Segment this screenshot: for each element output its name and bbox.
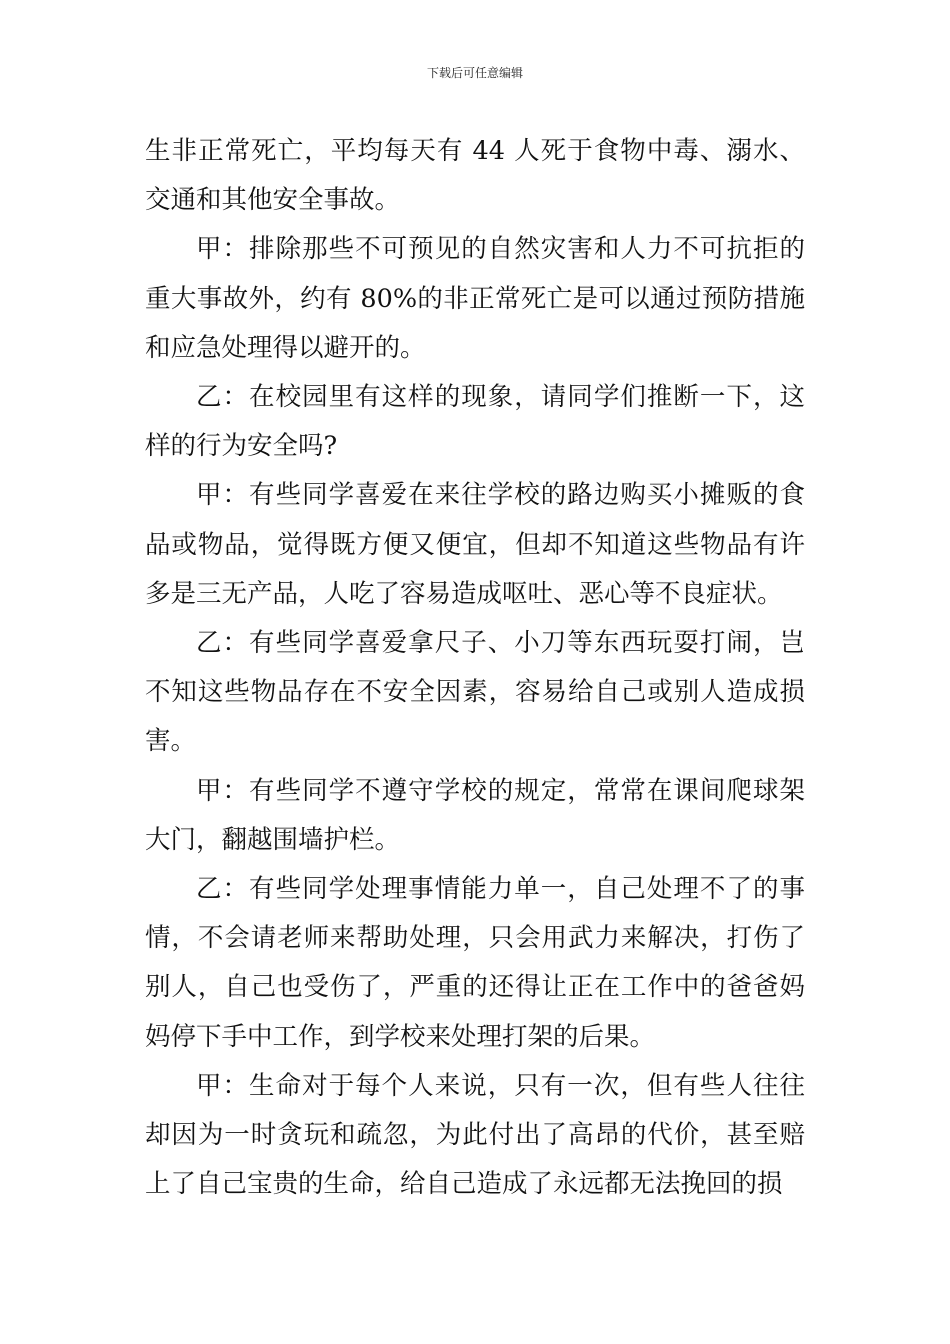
paragraph-8: 甲：生命对于每个人来说，只有一次，但有些人往往却因为一时贪玩和疏忽，为此付出了高昂的代价，甚至赔上了自己宝贵的生命，给自己造成了永远都无法挽回的损 [145,1070,805,1200]
paragraph-6: 甲：有些同学不遵守学校的规定，常常在课间爬球架大门，翻越围墙护栏。 [145,775,805,855]
paragraph-5: 乙：有些同学喜爱拿尺子、小刀等东西玩耍打闹，岂不知这些物品存在不安全因素，容易给自己或别人造成损害。 [145,628,805,757]
paragraph-2: 甲：排除那些不可预见的自然灾害和人力不可抗拒的重大事故外，约有 80%的非正常死亡是可以通过预防措施和应急处理得以避开的。 [145,234,805,363]
page-header: 下载后可任意编辑 [426,66,523,80]
paragraph-7: 乙：有些同学处理事情能力单一，自己处理不了的事情，不会请老师来帮助处理，只会用武力来解决，打伤了别人，自己也受伤了，严重的还得让正在工作中的爸爸妈妈停下手中工作，到学校来处理打架的后果。 [145,874,805,1052]
paragraph-4: 甲：有些同学喜爱在来往学校的路边购买小摊贩的食品或物品，觉得既方便又便宜，但却不知道这些物品有许多是三无产品，人吃了容易造成呕吐、恶心等不良症状。 [145,480,805,609]
paragraph-3: 乙：在校园里有这样的现象，请同学们推断一下，这样的行为安全吗? [145,382,805,462]
body-text [145,127,805,1209]
paragraph-1: 生非正常死亡，平均每天有 44 人死于食物中毒、溺水、交通和其他安全事故。 [145,136,805,216]
